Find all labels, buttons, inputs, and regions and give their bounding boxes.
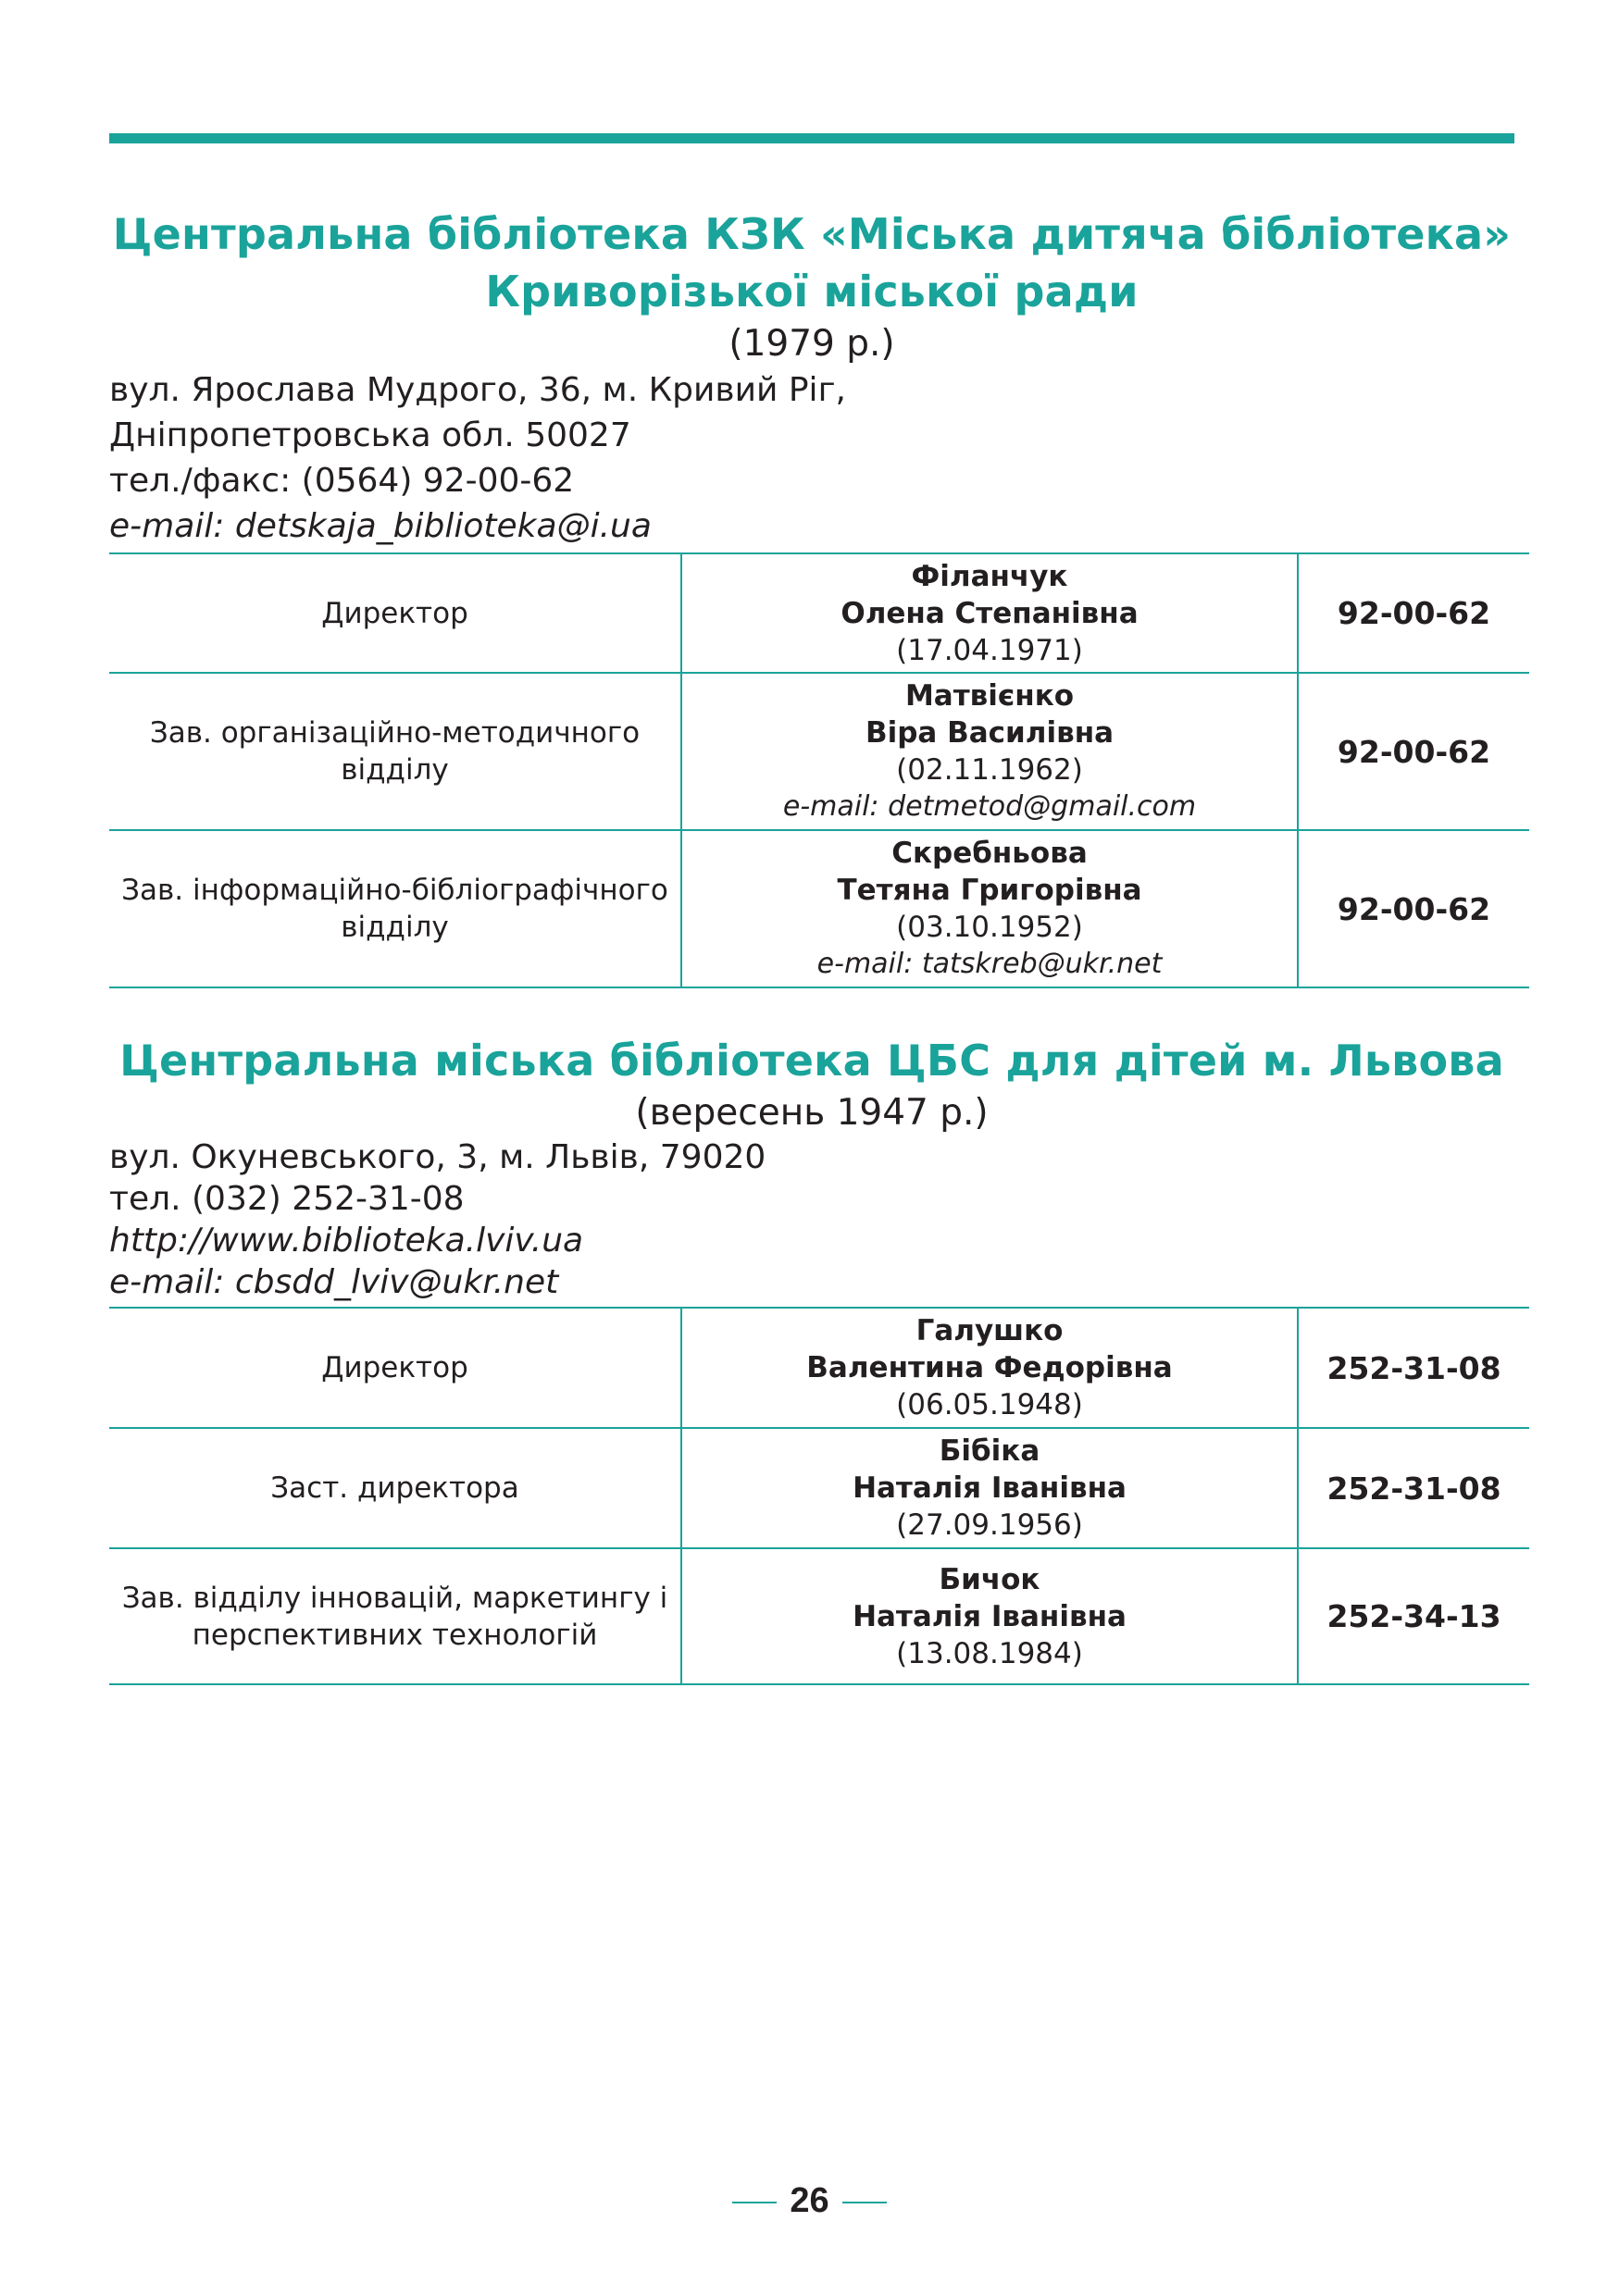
section-title [109,1032,1514,1089]
address-line: вул. Окуневського, 3, м. Львів, 79020 [109,1138,766,1176]
address-line: вул. Ярослава Мудрого, 36, м. Кривий Ріг, [109,371,846,409]
position-cell: Заст. директора [109,1428,681,1548]
table-row [109,1428,1529,1548]
person-surname: Скребньова [891,837,1088,870]
page-number-footer [0,2179,1619,2222]
person-cell [681,1548,1298,1684]
library-section-lviv [109,1032,1514,1685]
table-row [109,673,1529,830]
phone-line: тел. (032) 252-31-08 [109,1180,465,1218]
page-number: 26 [790,2181,829,2220]
phone-cell: 252-31-08 [1298,1308,1529,1428]
person-cell [681,830,1298,987]
table-row [109,1308,1529,1428]
title-line: Центральна міська бібліотека ЦБС для дітей м. Львова [119,1036,1504,1086]
person-surname: Бичок [939,1562,1040,1596]
title-line: Центральна бібліотека КЗК «Міська дитяча бібліотека» [112,209,1512,259]
birth-date: (27.09.1956) [896,1508,1083,1542]
table-row [109,553,1529,673]
footer-rule-left [732,2202,777,2203]
email-link[interactable]: e-mail: cbsdd_lviv@ukr.net [109,1263,559,1301]
person-surname: Філанчук [911,559,1068,593]
person-cell [681,1308,1298,1428]
founded-year: (1979 р.) [729,323,895,365]
person-surname: Матвієнко [904,679,1075,713]
person-name: Наталія Іванівна [853,1599,1127,1633]
person-surname: Бібіка [939,1434,1040,1468]
footer-rule-right [842,2202,887,2203]
library-section-kryvyi-rih [109,205,1514,988]
birth-date: (06.05.1948) [896,1388,1083,1421]
header-rule [109,133,1514,143]
birth-date: (03.10.1952) [896,911,1083,944]
position-cell: Директор [109,1308,681,1428]
staff-table [109,1307,1529,1685]
email-link[interactable]: e-mail: detskaja_biblioteka@i.ua [109,507,652,545]
phone-cell: 252-34-13 [1298,1548,1529,1684]
person-name: Валентина Федорівна [806,1351,1173,1384]
position-cell: Зав. інформаційно-бібліографічного відділу [109,830,681,987]
phone-cell: 92-00-62 [1298,673,1529,830]
email-link[interactable]: e-mail: tatskreb@ukr.net [816,948,1163,980]
section-title [109,205,1514,320]
phone-cell: 92-00-62 [1298,830,1529,987]
person-cell [681,673,1298,830]
person-name: Тетяна Григорівна [837,874,1142,907]
person-name: Наталія Іванівна [853,1471,1127,1505]
person-cell [681,1428,1298,1548]
phone-cell: 92-00-62 [1298,553,1529,673]
phone-cell: 252-31-08 [1298,1428,1529,1548]
table-row [109,830,1529,987]
phone-line: тел./факс: (0564) 92-00-62 [109,462,575,500]
founded-year: (вересень 1947 р.) [635,1092,989,1134]
title-line: Криворізької міської ради [485,267,1139,316]
email-link[interactable]: e-mail: detmetod@gmail.com [782,790,1197,823]
address-line: Дніпропетровська обл. 50027 [109,416,631,454]
table-row [109,1548,1529,1684]
person-surname: Галушко [915,1314,1064,1347]
website-link[interactable]: http://www.biblioteka.lviv.ua [109,1222,584,1260]
staff-table [109,552,1529,988]
birth-date: (02.11.1962) [896,753,1083,787]
person-name: Олена Степанівна [841,596,1139,630]
person-name: Віра Василівна [865,716,1115,750]
person-cell [681,553,1298,673]
position-cell: Зав. відділу інновацій, маркетингу і перспективних технологій [109,1548,681,1684]
position-cell: Зав. організаційно-методичного відділу [109,673,681,830]
position-cell: Директор [109,553,681,673]
birth-date: (13.08.1984) [896,1636,1083,1670]
birth-date: (17.04.1971) [896,633,1083,667]
